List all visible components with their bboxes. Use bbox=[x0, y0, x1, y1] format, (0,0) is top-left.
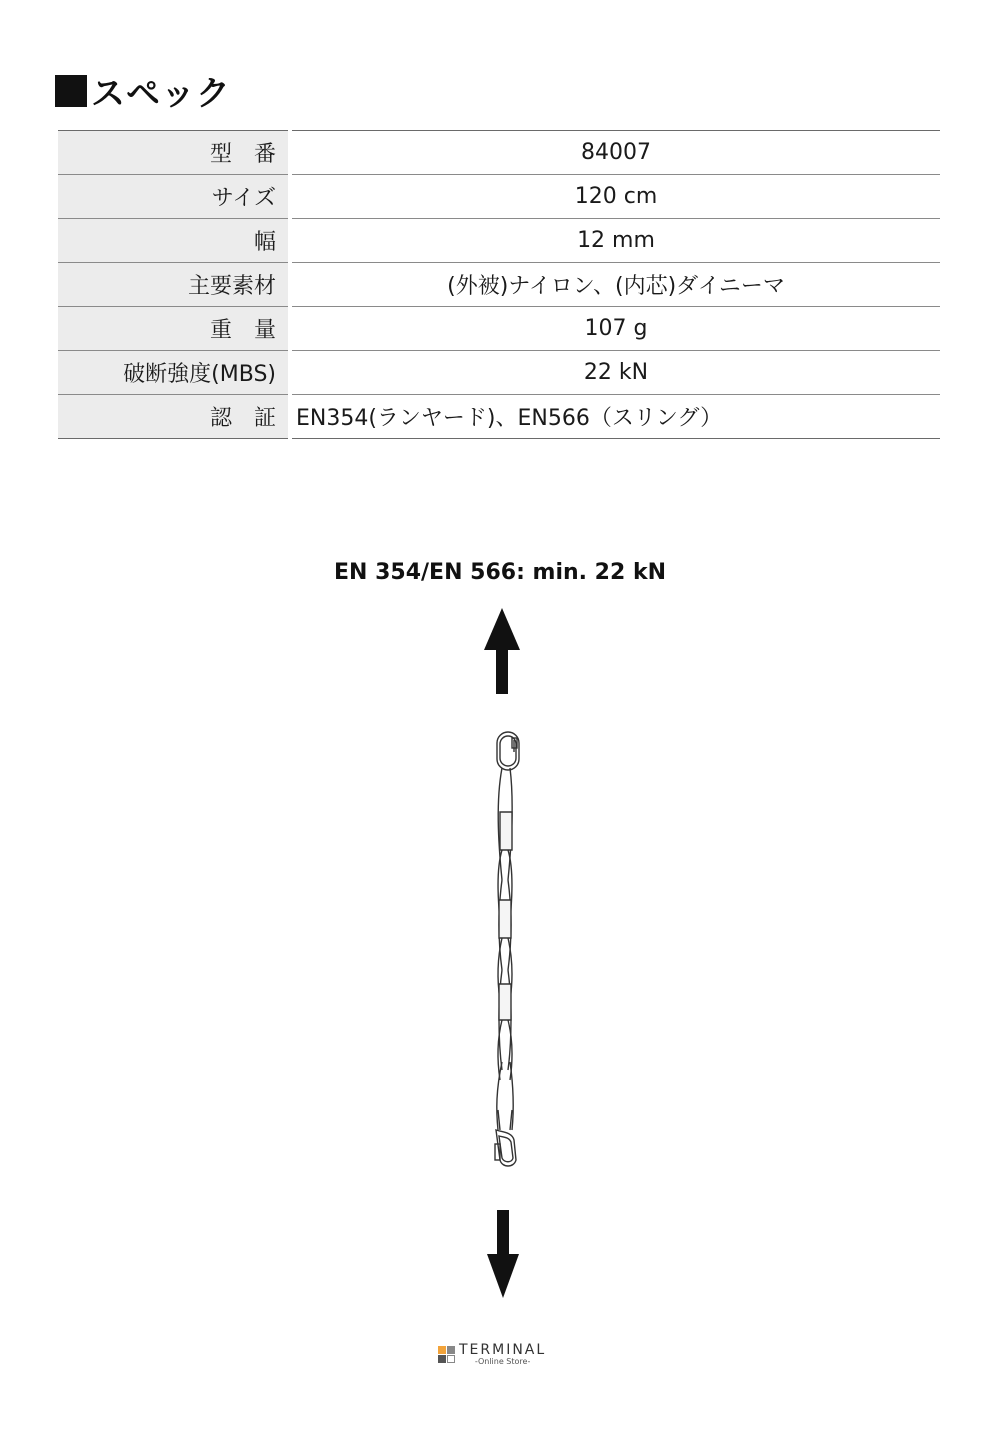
spec-value: 120 cm bbox=[290, 175, 940, 219]
sling-with-carabiners-icon bbox=[495, 732, 519, 1166]
spec-label: 破断強度(MBS) bbox=[58, 351, 290, 395]
logo-mark-icon bbox=[438, 1346, 455, 1363]
store-logo bbox=[438, 1343, 546, 1366]
table-row bbox=[58, 219, 940, 263]
logo-brand-name: TERMINAL bbox=[459, 1342, 547, 1358]
spec-label: 幅 bbox=[58, 219, 290, 263]
table-row bbox=[58, 131, 940, 175]
spec-value: 107 g bbox=[290, 307, 940, 351]
spec-value: (外被)ナイロン、(内芯)ダイニーマ bbox=[290, 263, 940, 307]
square-bullet-icon bbox=[55, 75, 87, 107]
spec-label: 型 番 bbox=[58, 131, 290, 175]
spec-label: 主要素材 bbox=[58, 263, 290, 307]
sling-diagram bbox=[440, 600, 570, 1310]
logo-tagline: -Online Store- bbox=[474, 1357, 531, 1366]
table-row bbox=[58, 351, 940, 395]
page-title bbox=[55, 66, 231, 115]
spec-table bbox=[58, 130, 940, 439]
table-row bbox=[58, 175, 940, 219]
spec-label: 重 量 bbox=[58, 307, 290, 351]
table-row bbox=[58, 263, 940, 307]
spec-label: サイズ bbox=[58, 175, 290, 219]
spec-value: 84007 bbox=[290, 131, 940, 175]
spec-value: 12 mm bbox=[290, 219, 940, 263]
spec-value: EN354(ランヤード)、EN566（スリング） bbox=[290, 395, 940, 439]
arrow-up-icon bbox=[484, 608, 520, 694]
spec-label: 認 証 bbox=[58, 395, 290, 439]
strength-rating-text: EN 354/EN 566: min. 22 kN bbox=[334, 560, 666, 585]
table-row bbox=[58, 395, 940, 439]
spec-value: 22 kN bbox=[290, 351, 940, 395]
table-row bbox=[58, 307, 940, 351]
page-title-text: スペック bbox=[91, 74, 231, 114]
arrow-down-icon bbox=[487, 1210, 519, 1298]
